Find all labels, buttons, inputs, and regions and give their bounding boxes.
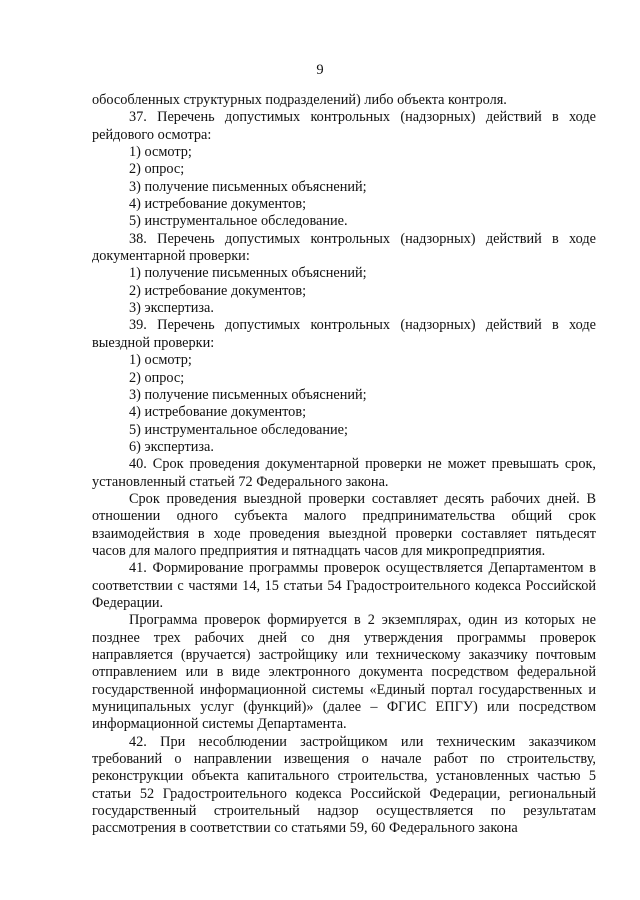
paragraph-42: 42. При несоблюдении застройщиком или техническим заказчиком требований о направлении извещения о начале работ по строительству, реконструкции объекта капитального строительства, установленных частью 5 статьи 52 Градостроительного кодекса Российской Федерации, региональный государственный строительный надзор осуществляется по результатам рассмотрения в соответствии со статьями 59, 60 Федерального закона [92,733,596,837]
list-item: 3) экспертиза. [129,300,214,317]
list-item: 6) экспертиза. [129,438,214,455]
list-item: 1) осмотр; [129,352,192,369]
list-item: 2) истребование документов; [129,282,307,299]
page-number: 9 [316,62,324,78]
list-item: 5) инструментальное обследование. [129,213,348,230]
paragraph-41-program-copies: Программа проверок формируется в 2 экземплярах, один из которых не позднее трех рабочих дней со дня утверждения программы проверок направляется (вручается) застройщику или техническому заказчику почтовым отправлением или в виде электронного документа посредством федеральной государственной информационной системы «Единый портал государственных и муниципальных услуг (функций)» (далее – ФГИС ЕПГУ) или посредством информационной системы Департамента. [92,612,596,733]
paragraph-40: 40. Срок проведения документарной проверки не может превышать срок, установленный статьей 72 Федерального закона. [92,456,596,490]
list-item: 5) инструментальное обследование; [129,421,348,438]
list-item: 1) осмотр; [129,144,192,161]
list-item: 3) получение письменных объяснений; [129,178,367,195]
document-body [92,92,596,838]
paragraph-40-field-inspection-term: Срок проведения выездной проверки составляет десять рабочих дней. В отношении одного субъекта малого предпринимательства общий срок взаимодействия в ходе проведения выездной проверки составляет пятьдесят часов для малого предприятия и пятнадцать часов для микропредприятия. [92,490,596,559]
paragraph-continuation: обособленных структурных подразделений) либо объекта контроля. [92,92,507,108]
list-item: 4) истребование документов; [129,404,307,421]
list-item: 3) получение письменных объяснений; [129,386,367,403]
list-item: 4) истребование документов; [129,196,307,213]
list-item: 2) опрос; [129,369,185,386]
paragraph-37: 37. Перечень допустимых контрольных (надзорных) действий в ходе рейдового осмотра: [92,109,596,143]
paragraph-41: 41. Формирование программы проверок осуществляется Департаментом в соответствии с частями 14, 15 статьи 54 Градостроительного кодекса Российской Федерации. [92,560,596,611]
paragraph-38: 38. Перечень допустимых контрольных (надзорных) действий в ходе документарной проверки: [92,230,596,265]
list-item: 2) опрос; [129,161,185,178]
paragraph-39: 39. Перечень допустимых контрольных (надзорных) действий в ходе выездной проверки: [92,317,596,351]
list-item: 1) получение письменных объяснений; [129,265,367,282]
